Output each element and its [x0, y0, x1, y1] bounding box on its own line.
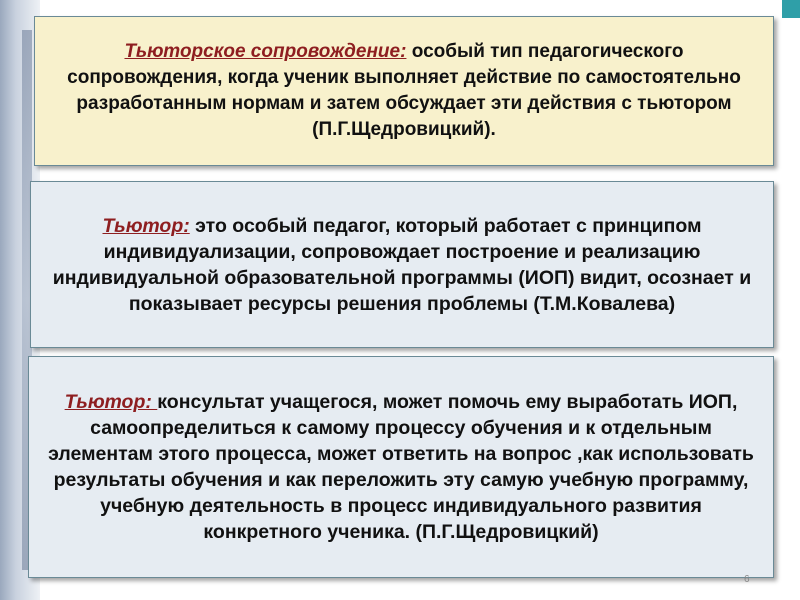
definition-text-3: [43, 389, 759, 545]
definition-box-tutor-shchedrovitsky: [28, 356, 774, 578]
term-tutor-2: Тьютор:: [64, 391, 158, 413]
definition-body-2: это особый педагог, который работает с принципом индивидуализации, сопровождает построение и реализацию индивидуальной образовательной программы (ИОП) видит, осознает и показывает ресурсы решения проблемы (Т.М.Ковалева): [52, 214, 752, 315]
definition-body-1: особый тип педагогического сопровождения, когда ученик выполняет действие по самостоятельно разработанным нормам и затем обсуждает эти действия с тьютором (П.Г.Щедровицкий).: [67, 41, 741, 140]
term-tutoring-support: Тьюторское сопровождение:: [124, 41, 407, 62]
definition-box-tutoring: [34, 16, 774, 166]
definition-box-tutor-kovaleva: [30, 181, 774, 348]
page-number: 6: [744, 574, 750, 585]
corner-accent: [782, 0, 800, 18]
definition-text-1: [49, 39, 759, 143]
definition-text-2: [45, 213, 759, 317]
term-tutor-1: Тьютор:: [102, 214, 190, 237]
definition-body-3: консультат учащегося, может помочь ему выработать ИОП, самоопределиться к самому процессу обучения и к отдельным элементам этого процесса, может ответить на вопрос ,как использовать результаты обучения и как переложить эту самую учебную программу, учебную деятельность в процесс индивидуального развития конкретного ученика. (П.Г.Щедровицкий): [48, 391, 754, 543]
